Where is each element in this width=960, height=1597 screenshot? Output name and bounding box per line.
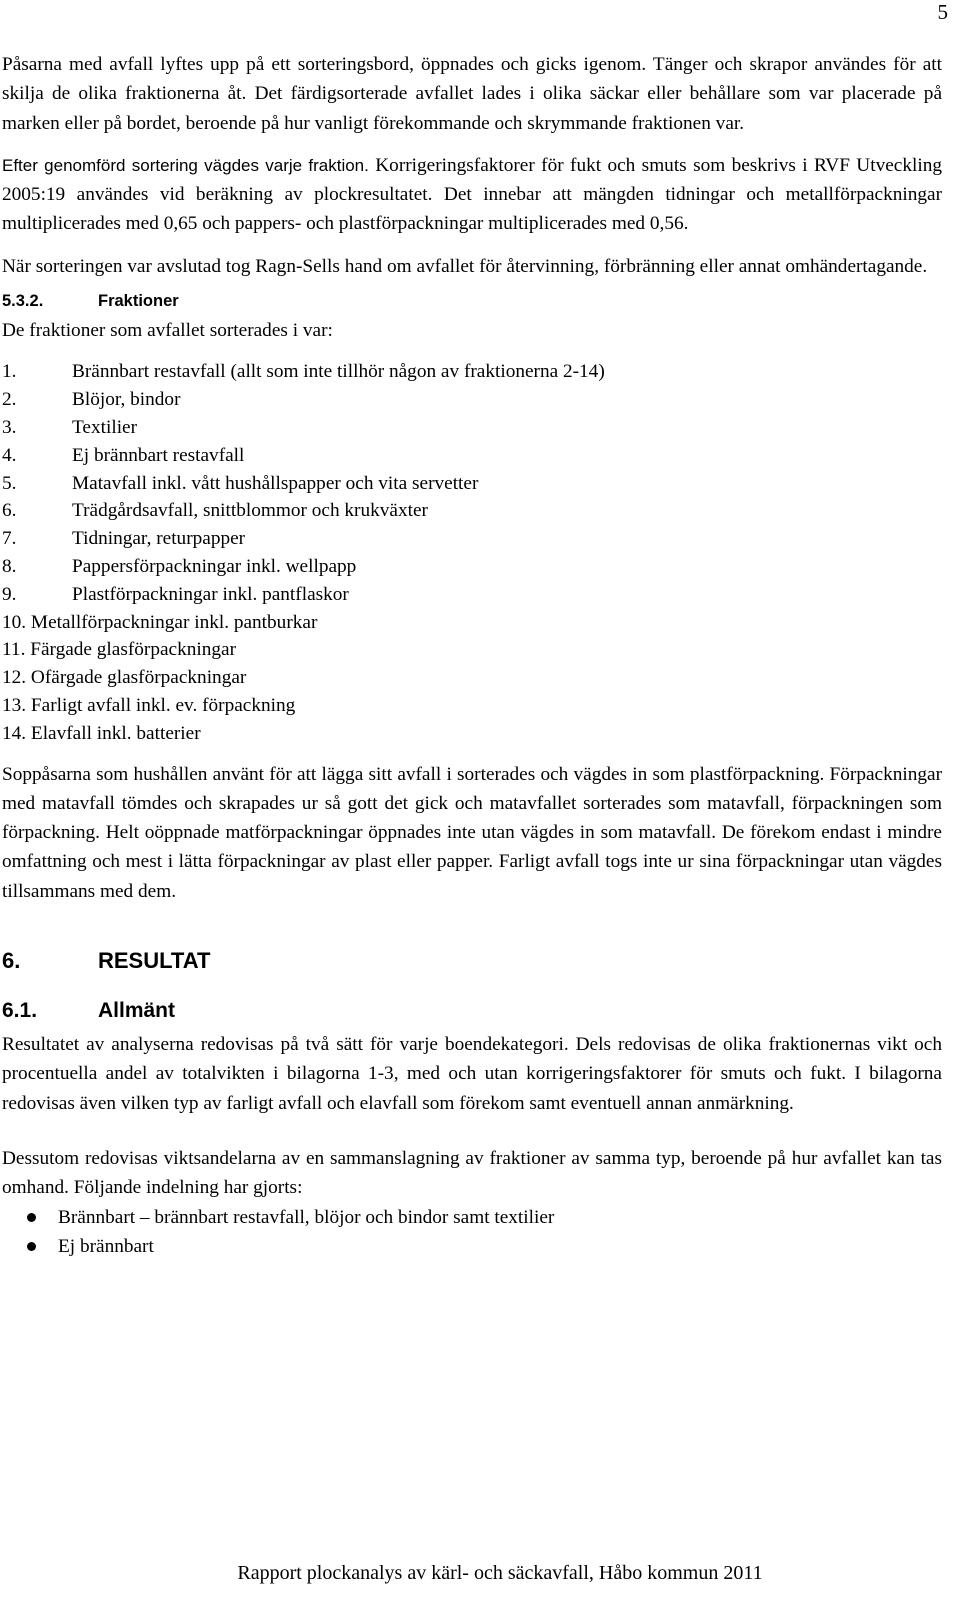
list-item: 5. Matavfall inkl. vått hushållspapper och vita servetter — [2, 472, 479, 494]
list-item: 14. Elavfall inkl. batterier — [2, 722, 201, 744]
bullet-icon — [27, 1213, 36, 1222]
list-item: 1. Brännbart restavfall (allt som inte tillhör någon av fraktionerna 2-14) — [2, 361, 605, 383]
list-item: 6. Trädgårdsavfall, snittblommor och krukväxter — [2, 500, 428, 522]
list-item: 9. Plastförpackningar inkl. pantflaskor — [2, 583, 349, 605]
section-number: 5.3.2. — [2, 292, 44, 311]
list-item: 8. Pappersförpackningar inkl. wellpapp — [2, 555, 357, 577]
document-body — [2, 50, 942, 1261]
section-title: Fraktioner — [98, 292, 179, 311]
paragraph-soppasar: Soppåsarna som hushållen använt för att lägga sitt avfall i sorterades och vägdes in som plastförpackning. Förpackningar med matavfall tömdes och skrapades ur så gott det gick och matavfallet sorterades som matavfall, förpackningen som förpackning. Helt oöppnade matförpackningar öppnades inte utan vägdes in som matavfall. De förekom endast i mindre omfattning och mest i lätta förpackningar av plast eller papper. Farligt avfall togs inte ur sina förpackningar utan vägdes tillsammans med dem. — [2, 763, 942, 902]
section-title: Allmänt — [98, 999, 176, 1023]
section-title: RESULTAT — [98, 948, 211, 974]
list-item: Brännbart – brännbart restavfall, blöjor och bindor samt textilier — [2, 1203, 942, 1232]
fractions-list — [2, 358, 942, 747]
list-item: 7. Tidningar, returpapper — [2, 528, 246, 550]
list-item: 3. Textilier — [2, 416, 138, 438]
grouping-list — [2, 1203, 942, 1262]
list-item: 13. Farligt avfall inkl. ev. förpackning — [2, 694, 296, 716]
paragraph-weighing-lead: Efter genomförd sortering vägdes varje fraktion. — [2, 155, 369, 175]
section-number: 6. — [2, 948, 21, 974]
bullet-icon — [27, 1242, 36, 1251]
page-number: 5 — [937, 0, 948, 24]
paragraph-weighing-rest: Korrigeringsfaktorer för fukt och smuts som beskrivs i RVF Utveckling 2005:19 användes vid beräkning av plockresultatet. Det innebar att mängden tidningar och metallförpackningar multiplicerades med 0,65 och pappers- och plastförpackningar multiplicerades med 0,56. — [2, 154, 942, 235]
list-item: 10. Metallförpackningar inkl. pantburkar — [2, 611, 318, 633]
page-footer: Rapport plockanalys av kärl- och säckavfall, Håbo kommun 2011 — [237, 1562, 763, 1584]
list-item: 11. Färgade glasförpackningar — [2, 639, 236, 661]
section-heading-5-3-2 — [2, 287, 942, 316]
list-item: 4. Ej brännbart restavfall — [2, 444, 245, 466]
paragraph-ragn-sells: När sorteringen var avslutad tog Ragn-Sells hand om avfallet för återvinning, förbränning eller annat omhändertagande. — [2, 255, 928, 277]
section-heading-6 — [2, 946, 942, 976]
section-heading-6-1 — [2, 996, 942, 1026]
paragraph-results-overview: Resultatet av analyserna redovisas på två sätt för varje boendekategori. Dels redovisas de olika fraktionernas vikt och procentuella andel av totalvikten i bilagorna 1-3, med och utan korrigeringsfaktorer för smuts och fukt. I bilagorna redovisas även vilken typ av farligt avfall och elavfall som förekom samt eventuell annan anmärkning. — [2, 1034, 942, 1114]
paragraph-grouping: Dessutom redovisas viktsandelarna av en sammanslagning av fraktioner av samma typ, beroende på hur avfallet kan tas omhand. Följande indelning har gjorts: — [2, 1147, 942, 1199]
list-item: 12. Ofärgade glasförpackningar — [2, 667, 247, 689]
fractions-intro: De fraktioner som avfallet sorterades i var: — [2, 320, 333, 342]
section-number: 6.1. — [2, 999, 38, 1023]
list-item: Ej brännbart — [2, 1232, 942, 1261]
paragraph-weighing — [2, 151, 942, 239]
paragraph-sorting-process: Påsarna med avfall lyftes upp på ett sorteringsbord, öppnades och gicks igenom. Tänger och skrapor användes för att skilja de olika fraktionerna åt. Det färdigsorterade avfallet lades i olika säckar eller behållare som var placerade på marken eller på bordet, beroende på hur vanligt förekommande och skrymmande fraktionen var. — [2, 54, 942, 134]
list-item: 2. Blöjor, bindor — [2, 389, 181, 411]
